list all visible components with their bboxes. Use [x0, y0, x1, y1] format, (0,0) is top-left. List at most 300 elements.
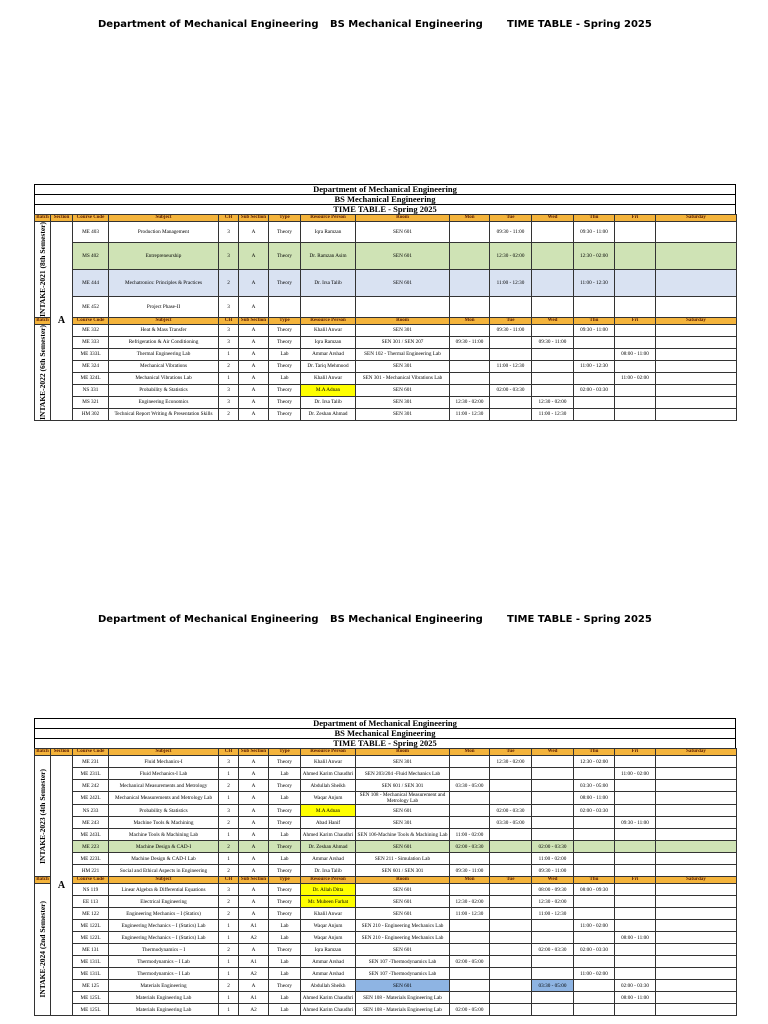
table-cell: Lab	[269, 768, 301, 780]
column-header: Room	[356, 215, 450, 222]
table-cell: 11:00 - 12:30	[490, 360, 532, 372]
column-header: Sub Section	[239, 877, 269, 884]
table-cell: SEN 301	[356, 324, 450, 336]
table-cell	[490, 372, 532, 384]
column-header: Wed	[532, 749, 574, 756]
table-cell: 2	[219, 269, 239, 296]
table-cell	[615, 829, 656, 841]
table-row	[35, 805, 737, 817]
table-cell: Lab	[269, 829, 301, 841]
table-cell	[532, 780, 574, 792]
table-cell: Ahmed Karim Chaudhri	[301, 1004, 356, 1016]
column-header: Saturday	[656, 749, 737, 756]
table-cell	[574, 372, 615, 384]
batch-label: INTAKE-2022 (6th Semester)	[38, 324, 47, 420]
table-cell: 3	[219, 756, 239, 768]
table-cell: Engineering Mechanics – I (Statics) Lab	[109, 920, 219, 932]
table-cell: Lab	[269, 992, 301, 1004]
table-cell	[656, 242, 737, 269]
table-cell	[615, 336, 656, 348]
column-header: Thu	[574, 215, 615, 222]
table-title-dept: Department of Mechanical Engineering	[34, 184, 736, 194]
table-cell	[615, 1004, 656, 1016]
table-cell: Engineering Mechanics – I (Statics)	[109, 908, 219, 920]
table-cell: 1	[219, 968, 239, 980]
header-dept: Department of Mechanical Engineering	[98, 614, 319, 625]
table-cell: Khalil Anwar	[301, 756, 356, 768]
table-cell: 11:00 - 02:00	[532, 853, 574, 865]
table-cell	[615, 805, 656, 817]
timetable-block-1	[34, 184, 736, 421]
table-cell: 09:30 - 11:00	[450, 865, 490, 877]
table-cell	[450, 222, 490, 243]
table-cell	[532, 992, 574, 1004]
column-header: Wed	[532, 877, 574, 884]
table-cell: Waqar Anjum	[301, 792, 356, 805]
table-cell	[656, 980, 737, 992]
table-cell: 3	[219, 242, 239, 269]
column-header: Wed	[532, 215, 574, 222]
table-cell: Ammar Arshad	[301, 853, 356, 865]
column-header: Type	[269, 749, 301, 756]
table-cell: 3	[219, 805, 239, 817]
table-cell	[356, 297, 450, 318]
table-cell: Thermodynamics – I Lab	[109, 956, 219, 968]
table-cell	[615, 756, 656, 768]
batch-label: INTAKE-2023 (4th Semester)	[38, 768, 47, 864]
table-cell: ME 231L	[73, 768, 109, 780]
table-cell	[450, 269, 490, 296]
column-header: Subject	[109, 877, 219, 884]
table-cell	[490, 348, 532, 360]
table-cell: SEN 108 - Materials Engineering Lab	[356, 1004, 450, 1016]
table-cell: 02:00 - 03:30	[490, 805, 532, 817]
table-cell	[450, 768, 490, 780]
table-cell: ME 131	[73, 944, 109, 956]
table-cell: A	[239, 396, 269, 408]
table-cell	[490, 829, 532, 841]
table-cell: A	[239, 384, 269, 396]
table-cell: A	[239, 980, 269, 992]
table-cell: ME 332	[73, 324, 109, 336]
table-row	[35, 336, 737, 348]
table-cell: Materials Engineering Lab	[109, 992, 219, 1004]
table-row	[35, 324, 737, 336]
table-cell	[490, 956, 532, 968]
table-cell: 11:00 - 02:00	[574, 968, 615, 980]
table-row	[35, 297, 737, 318]
table-cell: Theory	[269, 222, 301, 243]
table-cell: A	[239, 805, 269, 817]
table-cell: SEN 301 / SEN 207	[356, 336, 450, 348]
column-header: Sub Section	[239, 215, 269, 222]
table-cell	[490, 853, 532, 865]
column-header: Room	[356, 317, 450, 324]
table-title-program: BS Mechanical Engineering	[34, 194, 736, 204]
table-cell	[532, 297, 574, 318]
table-cell: ME 122L	[73, 932, 109, 944]
table-cell: Theory	[269, 324, 301, 336]
table-cell	[532, 384, 574, 396]
table-cell: A	[239, 884, 269, 896]
table-cell: ME 243L	[73, 829, 109, 841]
table-cell: Theory	[269, 384, 301, 396]
column-header: Resource Person	[301, 215, 356, 222]
table-cell	[450, 932, 490, 944]
table-cell	[615, 324, 656, 336]
column-header: Subject	[109, 215, 219, 222]
table-cell	[490, 932, 532, 944]
column-header: Resource Person	[301, 317, 356, 324]
table-cell: 02:00 - 03:30	[574, 805, 615, 817]
table-row	[35, 853, 737, 865]
column-header: Subject	[109, 749, 219, 756]
table-cell: Lab	[269, 348, 301, 360]
table-cell: Mechanical Vibrations Lab	[109, 372, 219, 384]
column-header: Resource Person	[301, 877, 356, 884]
table-cell	[656, 396, 737, 408]
table-cell: SEN 301	[356, 408, 450, 420]
table-cell: Refrigeration & Air Conditioning	[109, 336, 219, 348]
table-cell: 3	[219, 396, 239, 408]
table-cell: SEN 301	[356, 360, 450, 372]
table-cell	[656, 780, 737, 792]
table-cell: Lab	[269, 372, 301, 384]
table-cell: Theory	[269, 817, 301, 829]
table-cell: Dr. Ramzan Asim	[301, 242, 356, 269]
table-cell	[656, 944, 737, 956]
table-cell: Ammar Arshad	[301, 348, 356, 360]
table-cell: SEN 601	[356, 242, 450, 269]
table-cell	[615, 792, 656, 805]
table-cell: A	[239, 360, 269, 372]
table-cell: ME 223L	[73, 853, 109, 865]
table-cell: Ammar Arshad	[301, 956, 356, 968]
table-cell: Mechanical Vibrations	[109, 360, 219, 372]
table-row	[35, 841, 737, 853]
table-cell: 1	[219, 348, 239, 360]
table-cell: 3	[219, 336, 239, 348]
table-cell: Materials Engineering Lab	[109, 1004, 219, 1016]
table-title-timetable: TIME TABLE - Spring 2025	[34, 204, 736, 214]
table-cell	[532, 756, 574, 768]
table-cell: 1	[219, 768, 239, 780]
table-cell: ME 125	[73, 980, 109, 992]
table-cell: 12:30 - 02:00	[574, 756, 615, 768]
table-row	[35, 348, 737, 360]
table-cell	[574, 956, 615, 968]
table-row	[35, 884, 737, 896]
table-cell	[574, 896, 615, 908]
table-cell	[532, 372, 574, 384]
table-cell: A	[239, 853, 269, 865]
table-cell: Iqra Ramzan	[301, 336, 356, 348]
column-header: CH	[219, 749, 239, 756]
table-cell: A	[239, 372, 269, 384]
table-cell: 08:00 - 11:00	[615, 992, 656, 1004]
table-cell	[615, 944, 656, 956]
table-cell: HM 302	[73, 408, 109, 420]
table-cell: ME 125L	[73, 992, 109, 1004]
table-cell: 08:00 - 11:00	[615, 932, 656, 944]
column-header: Mon	[450, 317, 490, 324]
table-cell	[450, 853, 490, 865]
batch-label: INTAKE-2024 (2nd Semester)	[38, 901, 47, 998]
column-header: Tue	[490, 215, 532, 222]
table-cell: 03:30 - 05:00	[532, 980, 574, 992]
table-cell	[656, 968, 737, 980]
table-cell: SEN 601	[356, 908, 450, 920]
column-header: Tue	[490, 749, 532, 756]
table-cell: SEN 601	[356, 944, 450, 956]
table-cell: Thermodynamics – I	[109, 944, 219, 956]
table-cell: 2	[219, 980, 239, 992]
table-cell	[301, 297, 356, 318]
table-cell: 1	[219, 956, 239, 968]
table-cell: Ahmed Karim Chaudhri	[301, 829, 356, 841]
table-cell: 09:30 - 11:00	[532, 865, 574, 877]
table-cell: Thermodynamics – I Lab	[109, 968, 219, 980]
column-header: Section	[51, 749, 73, 756]
table-cell	[656, 792, 737, 805]
table-cell	[656, 768, 737, 780]
column-header: Thu	[574, 749, 615, 756]
table-cell	[450, 324, 490, 336]
column-header: Mon	[450, 877, 490, 884]
table-cell	[656, 992, 737, 1004]
table-cell	[574, 348, 615, 360]
table-cell	[615, 780, 656, 792]
table-cell	[532, 1004, 574, 1016]
table-cell: Iqra Ramzan	[301, 222, 356, 243]
table-cell	[450, 805, 490, 817]
table-cell: Linear Algebra & Differential Equations	[109, 884, 219, 896]
table-cell: A	[239, 324, 269, 336]
table-cell: 1	[219, 1004, 239, 1016]
table-cell: 09:30 - 11:00	[490, 222, 532, 243]
table-row	[35, 372, 737, 384]
header-program: BS Mechanical Engineering	[330, 614, 483, 625]
table-row	[35, 780, 737, 792]
column-header: Thu	[574, 877, 615, 884]
table-cell	[574, 817, 615, 829]
table-cell: SEN 210 - Engineering Mechanics Lab	[356, 920, 450, 932]
table-cell	[450, 297, 490, 318]
table-cell: 3	[219, 884, 239, 896]
table-cell	[656, 865, 737, 877]
table-cell: 1	[219, 372, 239, 384]
table-cell	[615, 360, 656, 372]
table-cell: Mechatronics: Principles & Practices	[109, 269, 219, 296]
table-cell: Machine Design & CAD-I	[109, 841, 219, 853]
table-cell: A	[239, 817, 269, 829]
table-cell: 02:00 - 03:30	[450, 841, 490, 853]
table-row	[35, 396, 737, 408]
table-cell: Dr. Tariq Mehmood	[301, 360, 356, 372]
table-cell	[615, 396, 656, 408]
table-cell: 11:00 - 12:30	[450, 408, 490, 420]
table-cell	[615, 384, 656, 396]
table-cell: SEN 301 - Mechanical Vibrations Lab	[356, 372, 450, 384]
table-row	[35, 944, 737, 956]
table-cell: Lab	[269, 920, 301, 932]
table-cell: Machine Design & CAD-I Lab	[109, 853, 219, 865]
table-cell	[574, 908, 615, 920]
table-cell: Theory	[269, 242, 301, 269]
column-header: Batch	[36, 317, 49, 323]
table-cell	[656, 269, 737, 296]
table-cell	[532, 829, 574, 841]
table-cell	[450, 992, 490, 1004]
table-cell	[490, 408, 532, 420]
table-cell: 08:00 - 09:30	[532, 884, 574, 896]
column-header: Course Code	[73, 215, 109, 222]
table-cell: Theory	[269, 908, 301, 920]
column-header: Subject	[109, 317, 219, 324]
table-row	[35, 908, 737, 920]
table-cell: A	[239, 348, 269, 360]
table-cell	[656, 908, 737, 920]
table-cell: Lab	[269, 792, 301, 805]
table-cell: SEN 107 -Thermodynamics Lab	[356, 956, 450, 968]
table-cell: 02:00 - 03:30	[490, 384, 532, 396]
table-cell: 09:30 - 11:00	[450, 336, 490, 348]
table-cell: Mr. Mubeen Farhat	[301, 896, 356, 908]
table-cell: 08:00 - 11:00	[574, 792, 615, 805]
table-cell: 09:30 - 11:00	[490, 324, 532, 336]
table-cell: 1	[219, 853, 239, 865]
section-cell: A	[51, 222, 73, 421]
table-row	[35, 768, 737, 780]
table-cell: NS 233	[73, 805, 109, 817]
table-cell	[450, 980, 490, 992]
table-cell: Waqar Anjum	[301, 920, 356, 932]
table-cell: Khalil Anwar	[301, 324, 356, 336]
table-cell: A2	[239, 932, 269, 944]
table-cell: A	[239, 896, 269, 908]
table-cell: Production Management	[109, 222, 219, 243]
table-cell: Lab	[269, 932, 301, 944]
table-cell: Theory	[269, 841, 301, 853]
column-header: Batch	[36, 749, 49, 754]
table-cell: Thermal Engineering Lab	[109, 348, 219, 360]
table-cell: HM 221	[73, 865, 109, 877]
table-cell	[490, 792, 532, 805]
table-cell	[490, 992, 532, 1004]
table-cell	[450, 817, 490, 829]
column-header: Saturday	[656, 215, 737, 222]
table-cell: 12:30 - 02:00	[532, 396, 574, 408]
table-cell: Fluid Mechanics-I	[109, 756, 219, 768]
table-cell	[656, 829, 737, 841]
column-header: Fri	[615, 215, 656, 222]
table-cell	[490, 841, 532, 853]
table-cell	[490, 1004, 532, 1016]
table-row	[35, 360, 737, 372]
table-cell: SEN 601 / SEN 301	[356, 865, 450, 877]
table-cell: Materials Engineering	[109, 980, 219, 992]
table-title-program: BS Mechanical Engineering	[34, 728, 736, 738]
table-cell	[615, 841, 656, 853]
table-cell: 1	[219, 792, 239, 805]
table-cell: Probability & Statistics	[109, 384, 219, 396]
table-row	[35, 968, 737, 980]
table-cell	[656, 372, 737, 384]
column-header: Course Code	[73, 877, 109, 884]
column-header: Fri	[615, 317, 656, 324]
table-cell	[450, 920, 490, 932]
table-cell: 2	[219, 865, 239, 877]
table-cell	[615, 269, 656, 296]
table-cell	[574, 336, 615, 348]
table-cell: 11:00 - 12:30	[490, 269, 532, 296]
table-row	[35, 384, 737, 396]
table-cell: 09:30 - 11:00	[615, 817, 656, 829]
table-cell: 12:30 - 02:00	[532, 896, 574, 908]
table-cell	[574, 992, 615, 1004]
table-row	[35, 222, 737, 243]
table-cell: 12:30 - 02:00	[490, 242, 532, 269]
table-cell: Dr. Zeshan Ahmad	[301, 408, 356, 420]
table-cell: Mechanical Measurements and Metrology	[109, 780, 219, 792]
table-cell	[656, 1004, 737, 1016]
table-header-row	[35, 749, 737, 756]
table-cell	[450, 792, 490, 805]
table-cell: SEN 301	[356, 396, 450, 408]
timetable-block-2	[34, 718, 736, 1016]
table-cell: 08:00 - 09:30	[574, 884, 615, 896]
table-cell: 2	[219, 841, 239, 853]
table-cell	[490, 896, 532, 908]
table-row	[35, 992, 737, 1004]
column-header: Room	[356, 877, 450, 884]
table-cell: Khalil Anwar	[301, 372, 356, 384]
column-header: Batch	[36, 215, 49, 220]
table-cell: 2	[219, 896, 239, 908]
header-program: BS Mechanical Engineering	[330, 19, 483, 30]
table-cell: A	[239, 297, 269, 318]
table-cell	[532, 242, 574, 269]
table-cell	[450, 756, 490, 768]
page-header-top	[0, 19, 768, 35]
table-cell: Ahmed Karim Chaudhri	[301, 992, 356, 1004]
table-cell: SEN 102 - Thermal Engineering Lab	[356, 348, 450, 360]
table-cell: SEN 601	[356, 980, 450, 992]
table-cell: 02:00 - 03:30	[574, 944, 615, 956]
table-cell	[490, 968, 532, 980]
table-cell	[615, 865, 656, 877]
table-cell	[656, 896, 737, 908]
table-cell: 1	[219, 992, 239, 1004]
table-cell: 02:00 - 03:30	[574, 384, 615, 396]
table-cell: ME 131L	[73, 956, 109, 968]
table-cell	[574, 865, 615, 877]
table-cell	[574, 396, 615, 408]
table-cell: Dr. Irsa Talib	[301, 865, 356, 877]
table-cell: 11:00 - 02:00	[574, 920, 615, 932]
table-cell: ME 223	[73, 841, 109, 853]
table-cell: 11:00 - 02:00	[450, 829, 490, 841]
table-cell	[656, 324, 737, 336]
table-title-timetable: TIME TABLE - Spring 2025	[34, 738, 736, 748]
table-cell: ME 324L	[73, 372, 109, 384]
column-header: CH	[219, 877, 239, 884]
table-cell	[615, 920, 656, 932]
column-header: Type	[269, 877, 301, 884]
table-cell: A	[239, 408, 269, 420]
table-cell: A2	[239, 968, 269, 980]
table-cell	[656, 956, 737, 968]
